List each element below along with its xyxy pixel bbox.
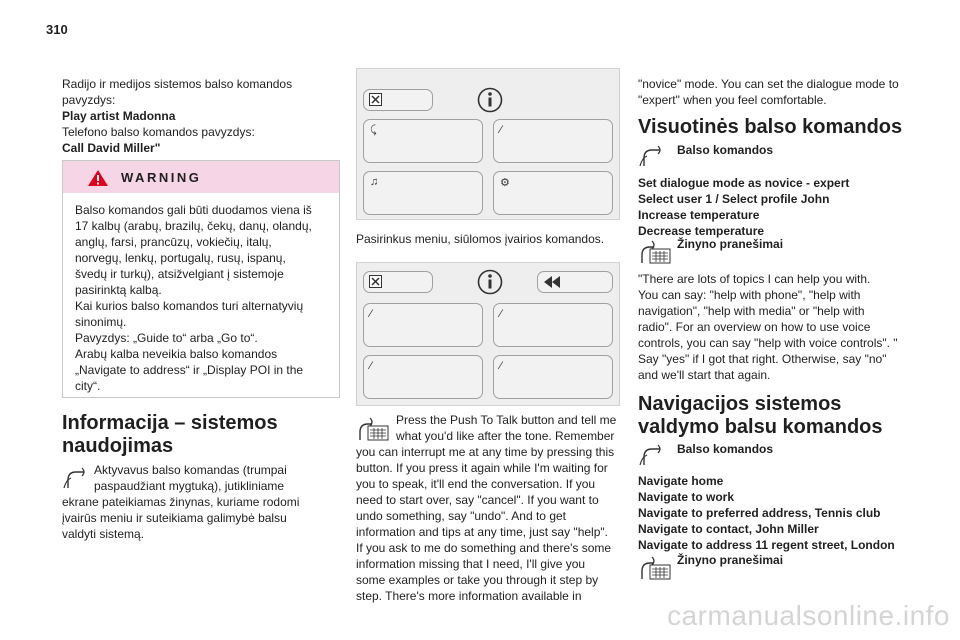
voice-small-icon: ∕	[370, 360, 372, 372]
info-icon[interactable]	[477, 87, 503, 113]
body-line: Say "yes" if I got that right. Otherwise, say "no"	[638, 352, 887, 366]
navigation-commands-list	[638, 473, 928, 553]
voice-command-icon	[638, 443, 664, 467]
section-heading-global-commands: Visuotinės balso komandos	[638, 116, 903, 138]
body-line: You can say: "help with phone", "help with	[638, 288, 861, 302]
back-icon	[544, 276, 562, 288]
body-line: valdyti sistemą.	[62, 527, 145, 541]
body-line: controls, you can say "help with voice controls". "	[638, 336, 898, 350]
close-button[interactable]	[363, 89, 433, 111]
body-line: need to start over, say "cancel". If you want to	[356, 493, 599, 507]
voice-small-icon: ∕	[500, 124, 502, 136]
voice-small-icon: ∕	[500, 308, 502, 320]
command-item: Select user 1 / Select profile John	[638, 192, 830, 206]
section-heading-system-use	[62, 412, 342, 458]
command-item: Navigate to work	[638, 490, 735, 504]
close-icon	[369, 275, 382, 288]
body-line: "There are lots of topics I can help you with.	[638, 272, 871, 286]
voice-commands-label: Balso komandos	[677, 143, 774, 157]
body-line: įvairūs meniu ir suteikiama galimybė balsu	[62, 511, 287, 525]
page-number: 310	[46, 22, 68, 37]
body-line: Press the Push To Talk button and tell me	[396, 413, 617, 427]
body-line: step. There's more information available in	[356, 589, 582, 603]
help-messages-label: Žinyno pranešimai	[677, 237, 784, 251]
section-heading-navigation	[638, 393, 928, 439]
warning-line: norvegų, lenkų, portugalų, rusų, ispanų,	[75, 251, 286, 265]
intro-line: Telefono balso komandos pavyzdys:	[62, 125, 255, 139]
command-item: Navigate to address 11 regent street, London	[638, 538, 895, 552]
body-line: button. If you press it again while I'm waiting for	[356, 461, 608, 475]
body-line: you can interrupt me at any time by pressing this	[356, 445, 615, 459]
command-tile[interactable]	[493, 355, 613, 399]
close-button[interactable]	[363, 271, 433, 293]
body-line: navigation", "help with media" or "help with	[638, 304, 865, 318]
command-item: Navigate to contact, John Miller	[638, 522, 819, 536]
close-icon	[369, 93, 382, 106]
warning-line: Pavyzdys: „Guide to“ arba „Go to“.	[75, 331, 258, 345]
voice-command-icon	[638, 144, 664, 168]
warning-line: anglų, farsi, prancūzų, vokiečių, italų,	[75, 235, 272, 249]
left-intro	[62, 76, 342, 156]
warning-line: „Navigate to address“ ir „Display POI in the	[75, 363, 304, 377]
heading-line: Informacija – sistemos	[62, 412, 278, 434]
command-item: Increase temperature	[638, 208, 760, 222]
example-command: Play artist Madonna	[62, 109, 176, 123]
screen-caption: Pasirinkus meniu, siūlomos įvairios komandos.	[356, 232, 605, 246]
body-line: some examples or take you through it step by	[356, 573, 599, 587]
screen-illustration-submenu	[356, 262, 620, 406]
intro-line: Radijo ir medijos sistemos balso komandos	[62, 77, 293, 91]
command-tile[interactable]	[363, 303, 483, 347]
screen-illustration-main-menu	[356, 68, 620, 220]
body-line: what you'd like after the tone. Remember	[396, 429, 615, 443]
radio-icon: ⤹	[370, 124, 377, 136]
command-item: Navigate to preferred address, Tennis club	[638, 506, 881, 520]
warning-line: Balso komandos gali būti duodamos viena iš	[75, 203, 312, 217]
voice-small-icon: ∕	[500, 360, 502, 372]
menu-tile-settings[interactable]	[493, 171, 613, 215]
warning-text	[63, 193, 339, 394]
help-message-icon	[638, 239, 672, 265]
gear-icon: ⚙	[500, 177, 510, 189]
heading-line: naudojimas	[62, 435, 174, 457]
body-line: and we'll start that again.	[638, 368, 771, 382]
global-commands-list	[638, 175, 918, 239]
help-message-text	[638, 271, 928, 383]
warning-icon	[87, 169, 109, 187]
back-button[interactable]	[537, 271, 613, 293]
body-line: Aktyvavus balso komandas (trumpai	[94, 463, 287, 477]
info-icon[interactable]	[477, 269, 503, 295]
command-item: Decrease temperature	[638, 224, 765, 238]
warning-line: city“.	[75, 379, 101, 393]
body-line: ekrane pateikiamas žinynas, kuriame rodomi	[62, 495, 300, 509]
warning-line: 17 kalbų (arabų, brazilų, čekų, danų, olandų,	[75, 219, 312, 233]
voice-commands-label: Balso komandos	[677, 442, 774, 456]
body-line: you to speak, it'll end the conversation. If you	[356, 477, 596, 491]
music-note-icon: ♫	[370, 176, 379, 188]
body-line: information and tips at any time, just say "help".	[356, 525, 608, 539]
body-line: "expert" when you feel comfortable.	[638, 93, 827, 107]
body-line: radio". For an overview on how to use voice	[638, 320, 871, 334]
help-messages-label: Žinyno pranešimai	[677, 553, 784, 567]
body-line: If you ask to me do something and there's some	[356, 541, 612, 555]
command-tile[interactable]	[363, 355, 483, 399]
voice-small-icon: ∕	[370, 308, 372, 320]
warning-line: pasirinktą kalbą.	[75, 283, 162, 297]
command-tile[interactable]	[493, 303, 613, 347]
body-line: information missing that I need, I'll give you	[356, 557, 586, 571]
continued-text	[638, 76, 908, 108]
body-line: "novice" mode. You can set the dialogue mode to	[638, 77, 899, 91]
system-use-text	[62, 462, 344, 542]
command-item: Navigate home	[638, 474, 724, 488]
menu-tile-phone[interactable]	[493, 119, 613, 163]
warning-line: Arabų kalba neveikia balso komandos	[75, 347, 278, 361]
body-line: paspaudžiant mygtuką), jutikliniame	[94, 479, 285, 493]
help-text	[356, 412, 628, 604]
menu-tile-media[interactable]	[363, 171, 483, 215]
example-command: Call David Miller"	[62, 141, 161, 155]
heading-line: valdymo balsu komandos	[638, 416, 883, 438]
watermark: carmanualsonline.info	[667, 600, 950, 631]
warning-line: švedų ir turkų), atsižvelgiant į sistemoje	[75, 267, 284, 281]
warning-box	[62, 160, 340, 398]
heading-line: Navigacijos sistemos	[638, 393, 842, 415]
body-line: undo something, say "undo". And to get	[356, 509, 566, 523]
menu-tile-radio[interactable]	[363, 119, 483, 163]
intro-line: pavyzdys:	[62, 93, 116, 107]
warning-line: Kai kurios balso komandos turi alternatyvių	[75, 299, 304, 313]
warning-title: WARNING	[121, 170, 202, 185]
warning-line: sinonimų.	[75, 315, 127, 329]
warning-header	[63, 161, 339, 193]
help-message-icon	[638, 555, 672, 581]
command-item: Set dialogue mode as novice - expert	[638, 176, 850, 190]
